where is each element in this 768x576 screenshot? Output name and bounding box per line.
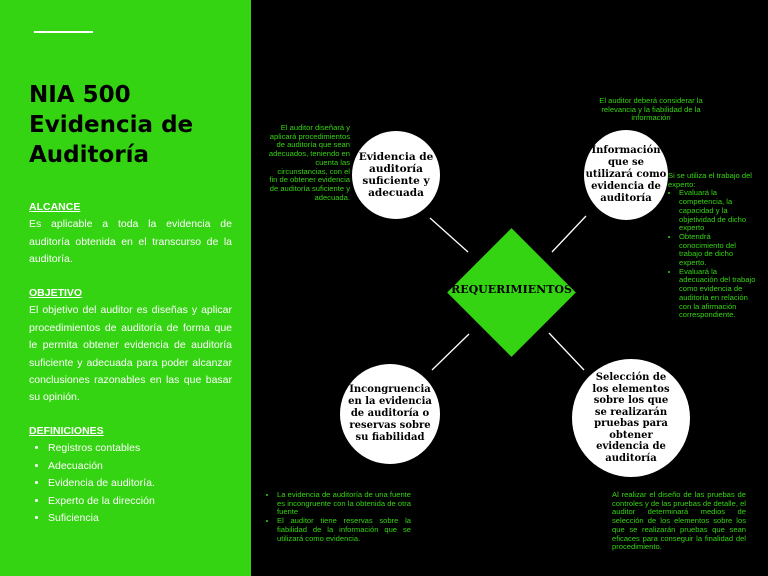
list-item: • Experto de la dirección [48, 493, 232, 510]
list-item: • La evidencia de auditoría de una fuente es incongruente con la obtenida de otra fuente [277, 491, 411, 517]
center-label: REQUERIMIENTOS [451, 283, 572, 296]
alcance-heading: ALCANCE [29, 201, 81, 213]
definiciones-heading: DEFINICIONES [29, 425, 104, 437]
node-incongruencia [340, 364, 440, 464]
title-line: NIA 500 [29, 82, 131, 108]
list-item: • Registros contables [48, 440, 232, 457]
note-right-expert [668, 172, 756, 320]
node-label: Incongruencia en la evidencia de auditoría o reservas sobre su fiabilidad [348, 384, 432, 443]
list-item: • Obtendrá conocimiento del trabajo de dicho experto. [679, 233, 756, 268]
note-top-left: El auditor diseñará y aplicará procedimientos de auditoría que sean adecuados, teniendo en cuenta las circunstancias, con el fin de obtener evidencia de auditoría suficiente y adecuada. [268, 123, 350, 202]
objetivo-body: El objetivo del auditor es diseñas y aplicar procedimientos de auditoría de forma que le permita obtener evidencia de auditoría suficiente y adecuada para poder alcanzar conclusiones razonables en las que basar su opinión. [29, 304, 232, 404]
list-item: • El auditor tiene reservas sobre la fiabilidad de la información que se utilizará como evidencia. [277, 517, 411, 543]
node-label: Información que se utilizará como evidencia de auditoría [585, 145, 667, 204]
list-item: • Evaluará la competencia, la capacidad y la objetividad de dicho experto [679, 189, 756, 233]
list-item: • Adecuación [48, 458, 232, 475]
note-bottom-right: Al realizar el diseño de las pruebas de controles y de las pruebas de detalle, el auditor determinará medios de selección de los elementos sobre los que se realizarán pruebas que sean eficaces para conseguir la finalidad del procedimiento. [612, 490, 746, 552]
title-line: Auditoría [29, 142, 150, 168]
note-intro: Si se utiliza el trabajo del experto: [668, 171, 752, 189]
note-list [266, 491, 411, 543]
note-bottom-left [266, 491, 411, 543]
note-list [668, 189, 756, 320]
note-top-right: El auditor deberá considerar la relevancia y la fiabilidad de la información [599, 96, 703, 123]
node-label: Selección de los elementos sobre los que se realizarán pruebas para obtener evidencia de auditoría [592, 372, 670, 464]
node-informacion-evidencia [584, 130, 668, 220]
list-item: • Evidencia de auditoría. [48, 475, 232, 492]
list-item: • Suficiencia [48, 510, 232, 527]
list-item: • Evaluará la adecuación del trabajo como evidencia de auditoría en relación con la afirmación correspondiente. [679, 268, 756, 320]
node-label: Evidencia de auditoría suficiente y adecuada [358, 151, 434, 199]
node-evidencia-suficiente [352, 131, 440, 219]
node-seleccion-elementos [572, 359, 690, 477]
center-diamond [444, 225, 579, 360]
title-line: Evidencia de [29, 112, 194, 138]
objetivo-heading: OBJETIVO [29, 287, 83, 299]
alcance-body: Es aplicable a toda la evidencia de auditoría obtenida en el transcurso de la auditoría. [29, 218, 232, 266]
